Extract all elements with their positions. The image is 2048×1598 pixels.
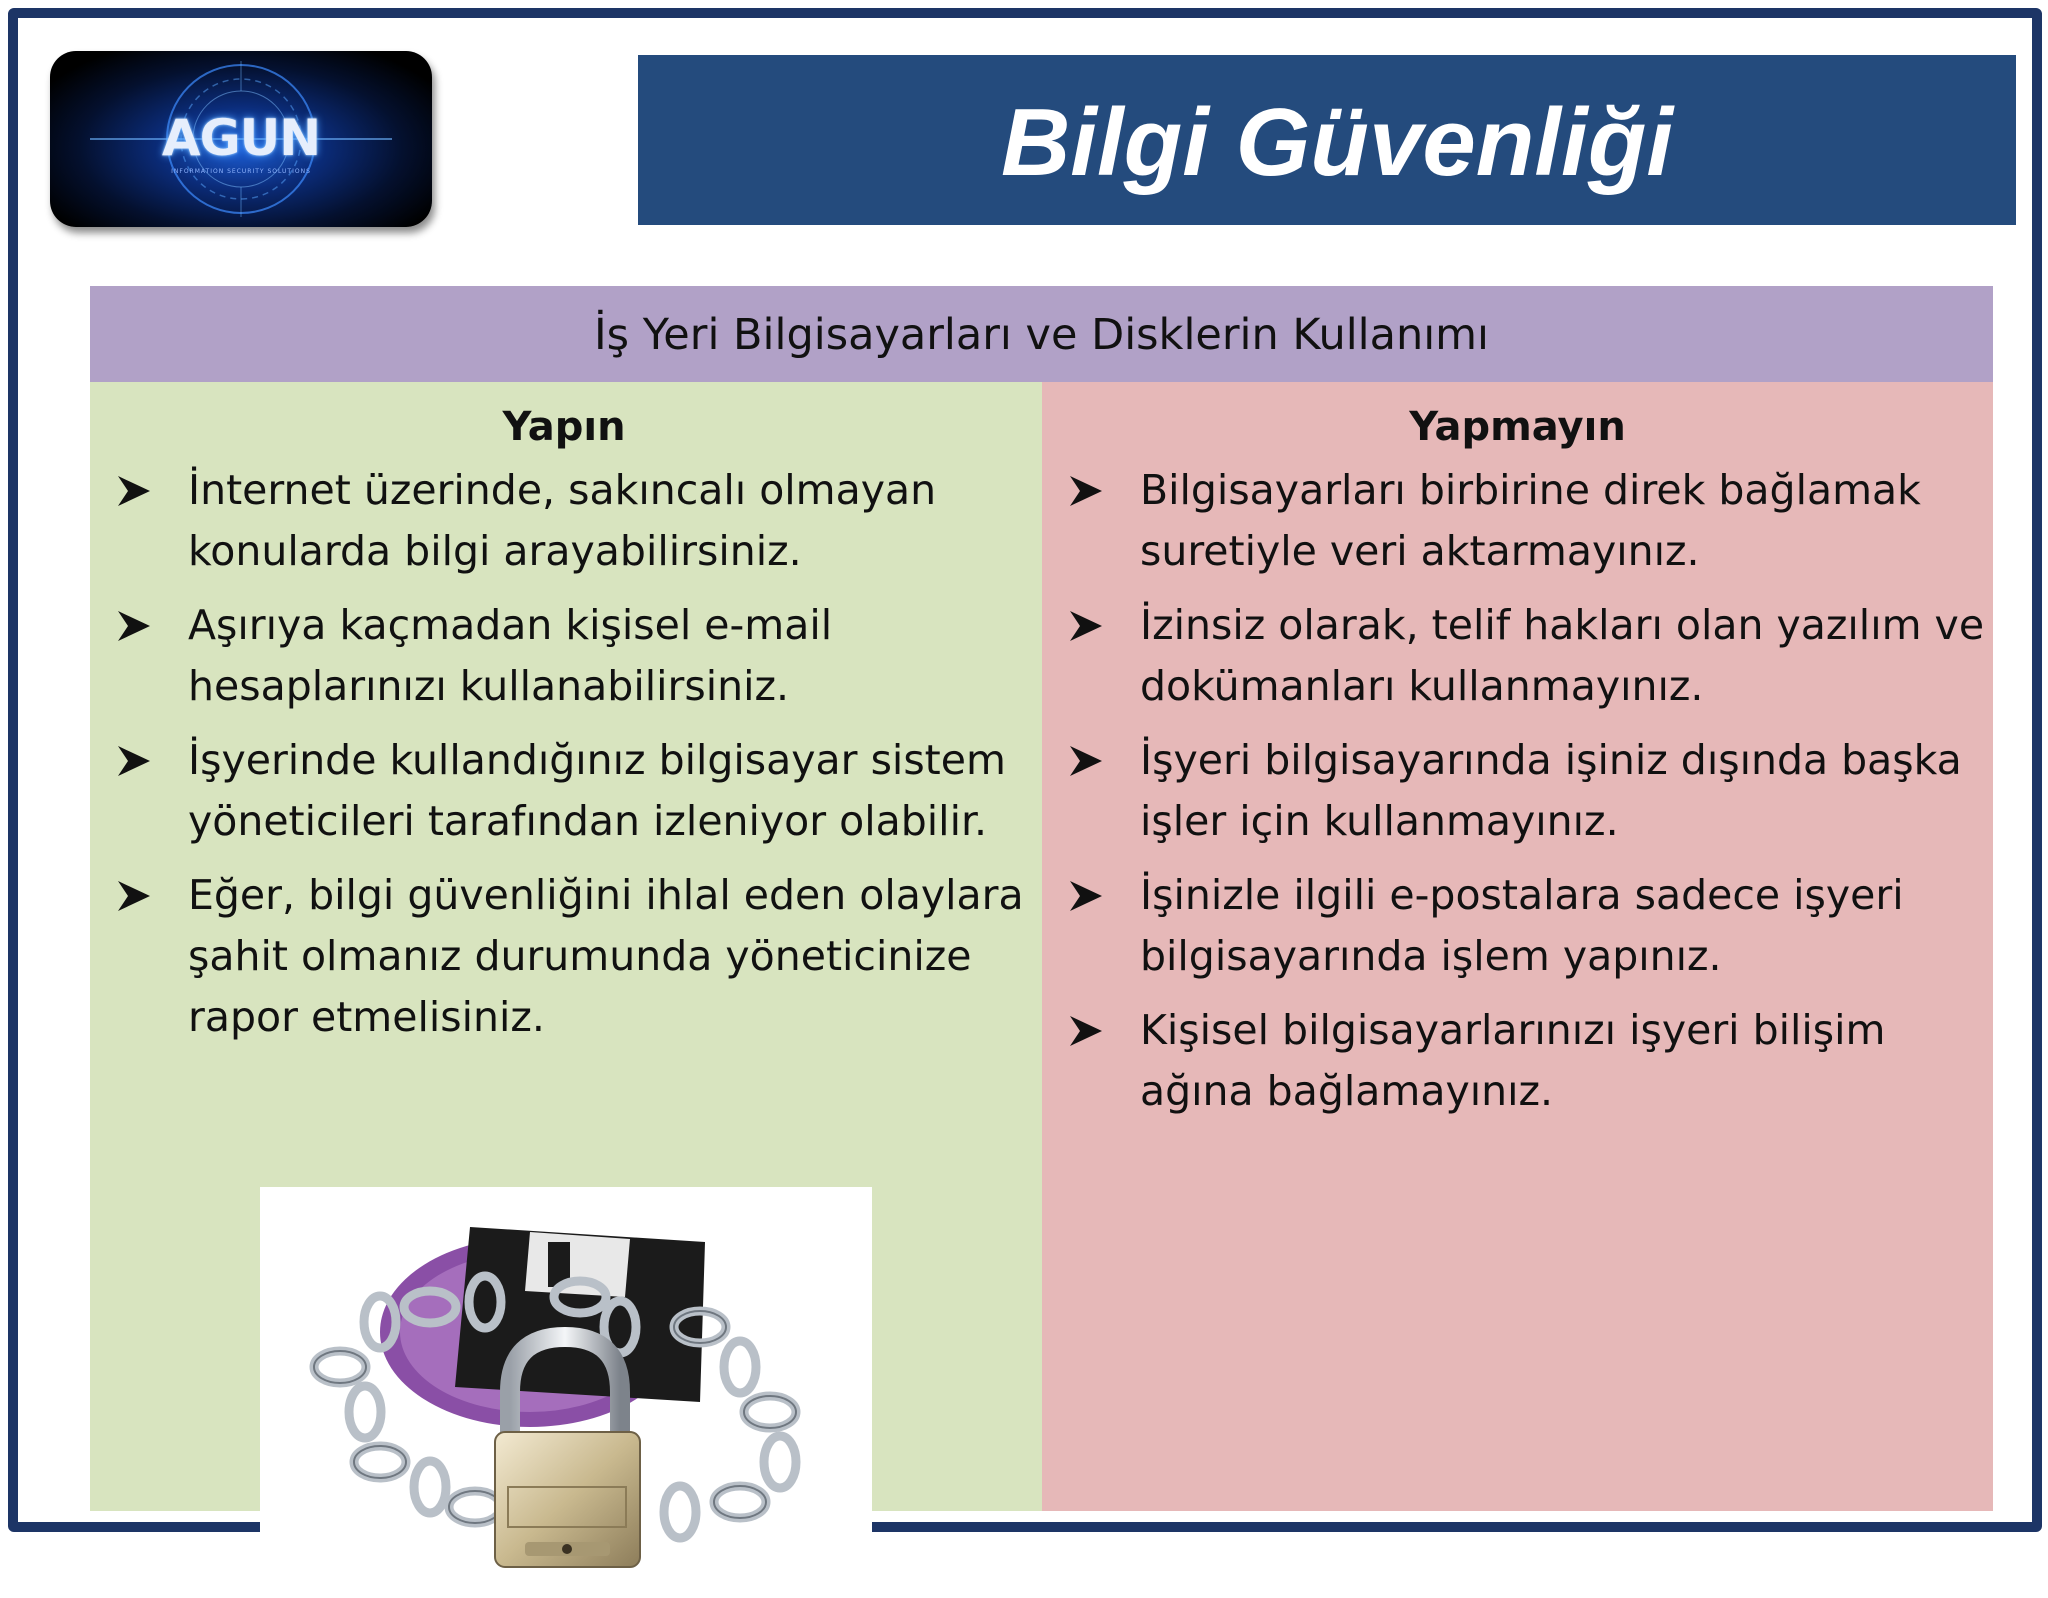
do-column-heading: Yapın: [502, 404, 626, 450]
do-item-text: İşyerinde kullandığınız bilgisayar sistem yöneticileri tarafından izleniyor olabilir.: [188, 736, 1006, 845]
list-item: [1068, 730, 1988, 852]
title-banner: [638, 55, 2016, 225]
table-header-text: İş Yeri Bilgisayarları ve Disklerin Kullanımı: [594, 310, 1489, 360]
dont-column-heading: Yapmayın: [1409, 404, 1626, 450]
dont-item-text: İşinizle ilgili e-postalara sadece işyeri bilgisayarında işlem yapınız.: [1140, 871, 1904, 980]
do-dont-table: [90, 286, 1993, 1511]
arrowhead-bullet-icon: [1068, 744, 1104, 778]
do-column: [90, 382, 1042, 1511]
list-item: [116, 460, 1036, 582]
do-item-text: İnternet üzerinde, sakıncalı olmayan konularda bilgi arayabilirsiniz.: [188, 466, 937, 575]
slide-frame: [8, 8, 2042, 1532]
list-item: [1068, 865, 1988, 987]
agun-logo: [50, 51, 432, 227]
list-item: [1068, 595, 1988, 717]
do-item-text: Eğer, bilgi güvenliğini ihlal eden olaylara şahit olmanız durumunda yöneticinize rapor etmelisiniz.: [188, 871, 1024, 1041]
list-item: [116, 730, 1036, 852]
arrowhead-bullet-icon: [116, 609, 152, 643]
do-item-text: Aşırıya kaçmadan kişisel e-mail hesaplarınızı kullanabilirsiniz.: [188, 601, 833, 710]
arrowhead-bullet-icon: [1068, 474, 1104, 508]
arrowhead-bullet-icon: [1068, 1014, 1104, 1048]
arrowhead-bullet-icon: [116, 474, 152, 508]
arrowhead-bullet-icon: [116, 879, 152, 913]
arrowhead-bullet-icon: [1068, 879, 1104, 913]
dont-item-text: İzinsiz olarak, telif hakları olan yazılım ve dokümanları kullanmayınız.: [1140, 601, 1985, 710]
do-list: [116, 460, 1036, 1061]
locked-disks-image: [260, 1187, 872, 1594]
logo-wordmark: AGUN: [161, 109, 321, 167]
dont-list: [1068, 460, 1988, 1135]
dont-item-text: Kişisel bilgisayarlarınızı işyeri bilişim ağına bağlamayınız.: [1140, 1006, 1886, 1115]
padlock-chain-icon: [260, 1187, 872, 1594]
dont-column: [1042, 382, 1993, 1511]
dont-item-text: Bilgisayarları birbirine direk bağlamak suretiyle veri aktarmayınız.: [1140, 466, 1921, 575]
slide-title: Bilgi Güvenliği: [1000, 89, 1674, 196]
dont-item-text: İşyeri bilgisayarında işiniz dışında başka işler için kullanmayınız.: [1140, 736, 1962, 845]
table-header: [90, 286, 1993, 382]
arrowhead-bullet-icon: [1068, 609, 1104, 643]
arrowhead-bullet-icon: [116, 744, 152, 778]
logo-subtext: INFORMATION SECURITY SOLUTIONS: [171, 168, 311, 175]
list-item: [116, 595, 1036, 717]
list-item: [1068, 1000, 1988, 1122]
list-item: [1068, 460, 1988, 582]
list-item: [116, 865, 1036, 1048]
